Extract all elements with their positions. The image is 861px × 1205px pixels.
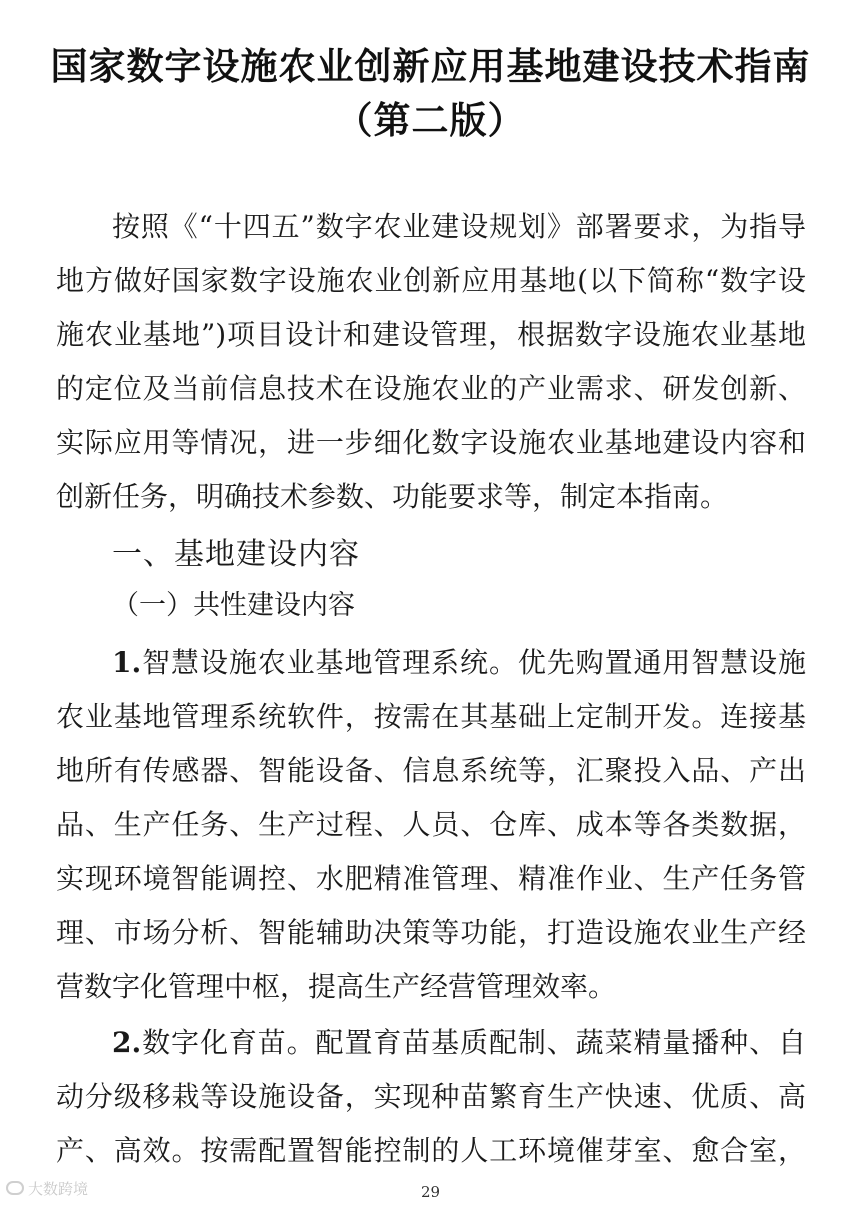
item-1-line: 品、生产任务、生产过程、人员、仓库、成本等各类数据，: [56, 808, 806, 841]
page-number: 29: [420, 1183, 441, 1201]
watermark: [6, 1178, 88, 1198]
item-1-line: 农业基地管理系统软件，按需在其基础上定制开发。连接基: [56, 700, 806, 733]
item-1-line: 地所有传感器、智能设备、信息系统等，汇聚投入品、产出: [56, 754, 806, 787]
item-1-line: 理、市场分析、智能辅助决策等功能，打造设施农业生产经: [56, 916, 806, 949]
document-title: 国家数字设施农业创新应用基地建设技术指南: [50, 45, 811, 88]
subsection-heading: （一）共性建设内容: [112, 590, 355, 621]
watermark-text: 大数跨境: [28, 1179, 89, 1198]
watermark-logo-icon: [6, 1181, 24, 1195]
item-text: 智慧设施农业基地管理系统。优先购置通用智慧设施: [141, 646, 806, 679]
intro-line: 地方做好国家数字设施农业创新应用基地(以下简称“数字设: [56, 264, 806, 297]
item-2-first-line: [112, 1016, 806, 1070]
item-number: 2.: [112, 1026, 142, 1059]
item-2-line: 动分级移栽等设施设备，实现种苗繁育生产快速、优质、高: [56, 1080, 806, 1113]
intro-line: 施农业基地”)项目设计和建设管理，根据数字设施农业基地: [56, 318, 806, 351]
item-1-first-line: [112, 636, 806, 690]
intro-line: 创新任务，明确技术参数、功能要求等，制定本指南。: [56, 480, 729, 513]
item-number: 1.: [112, 646, 142, 679]
item-text: 数字化育苗。配置育苗基质配制、蔬菜精量播种、自: [141, 1026, 806, 1059]
item-1-line: 营数字化管理中枢，提高生产经营管理效率。: [56, 970, 617, 1003]
item-1-line: 实现环境智能调控、水肥精准管理、精准作业、生产任务管: [56, 862, 806, 895]
item-2-line: 产、高效。按需配置智能控制的人工环境催芽室、愈合室，: [56, 1134, 806, 1167]
intro-line: 的定位及当前信息技术在设施农业的产业需求、研发创新、: [56, 372, 806, 405]
intro-line: 实际应用等情况，进一步细化数字设施农业基地建设内容和: [56, 426, 806, 459]
intro-line: 按照《“十四五”数字农业建设规划》部署要求，为指导: [112, 210, 806, 243]
document-edition: （第二版）: [335, 99, 526, 142]
section-heading: 一、基地建设内容: [112, 537, 360, 572]
